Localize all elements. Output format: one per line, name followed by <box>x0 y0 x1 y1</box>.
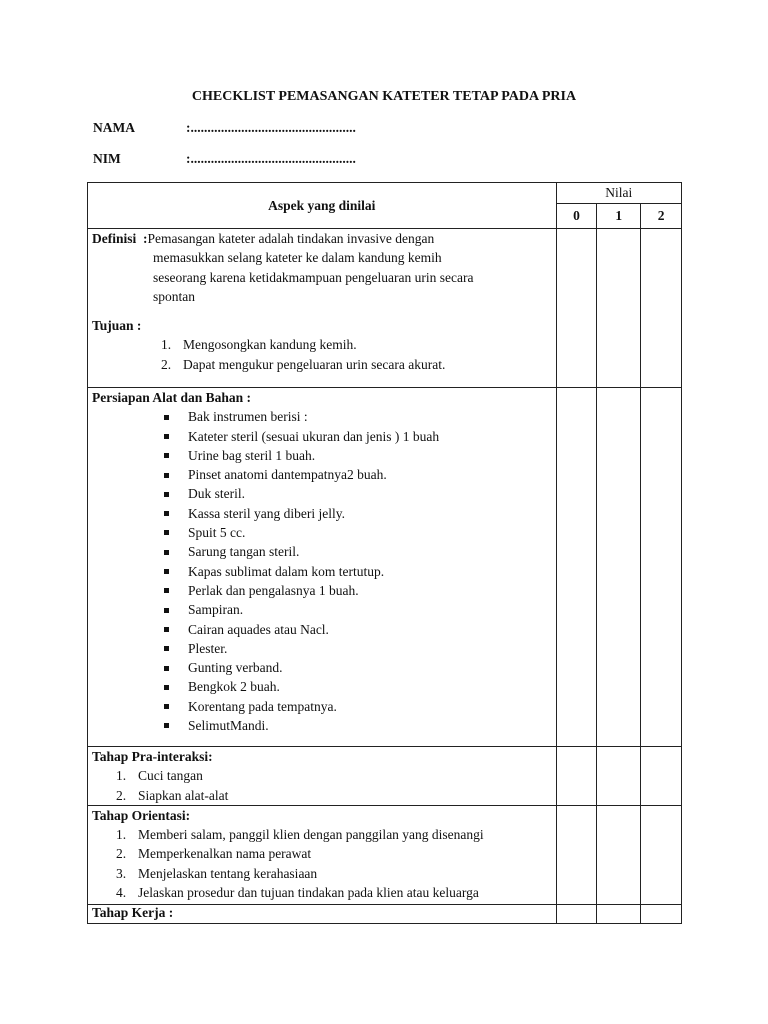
score-cell[interactable] <box>641 805 682 904</box>
bullet-icon <box>164 550 169 555</box>
table-row <box>88 805 682 904</box>
nim-label: NIM <box>93 151 121 166</box>
kerja-label: Tahap Kerja : <box>88 904 557 923</box>
bullet-icon <box>164 704 169 709</box>
score-cell[interactable] <box>556 229 597 388</box>
score-cell[interactable] <box>556 747 597 806</box>
list-item: 3. Menjelaskan tentang kerahasiaan <box>116 865 318 881</box>
list-item: Sarung tangan steril. <box>92 542 552 561</box>
bullet-icon <box>164 723 169 728</box>
list-item: Korentang pada tempatnya. <box>92 697 552 716</box>
table-row <box>88 747 682 806</box>
score-cell[interactable] <box>641 229 682 388</box>
checklist-table <box>87 182 682 924</box>
document-title: CHECKLIST PEMASANGAN KATETER TETAP PADA PRIA <box>191 89 577 104</box>
bullet-icon <box>164 627 169 632</box>
score-cell[interactable] <box>641 747 682 806</box>
orientasi-label: Tahap Orientasi: <box>92 807 191 823</box>
definisi-text: seseorang karena ketidakmampuan pengeluaran urin secara <box>153 269 474 285</box>
list-item: Bengkok 2 buah. <box>92 677 552 696</box>
score-2: 2 <box>641 204 682 229</box>
nama-value: :................................................. <box>186 120 356 135</box>
definisi-cell <box>88 229 557 388</box>
definisi-text: spontan <box>153 288 195 304</box>
tujuan-label: Tujuan : <box>92 318 142 334</box>
bullet-icon <box>164 473 169 478</box>
bullet-icon <box>164 666 169 671</box>
persiapan-cell <box>88 388 557 747</box>
bullet-icon <box>164 530 169 535</box>
orientasi-cell <box>88 805 557 904</box>
list-item: Bak instrumen berisi : <box>92 407 552 426</box>
persiapan-label: Persiapan Alat dan Bahan : <box>92 390 252 405</box>
nama-label: NAMA <box>93 120 135 135</box>
list-item: Duk steril. <box>92 484 552 503</box>
list-item: 2. Siapkan alat-alat <box>116 787 229 803</box>
list-item: Perlak dan pengalasnya 1 buah. <box>92 581 552 600</box>
score-1: 1 <box>597 204 641 229</box>
score-cell[interactable] <box>597 229 641 388</box>
bullet-icon <box>164 415 169 420</box>
list-item: 4. Jelaskan prosedur dan tujuan tindakan pada klien atau keluarga <box>116 885 479 901</box>
list-item: Plester. <box>92 639 552 658</box>
bullet-icon <box>164 588 169 593</box>
list-item: Pinset anatomi dantempatnya2 buah. <box>92 465 552 484</box>
list-item: 2. Dapat mengukur pengeluaran urin secara akurat. <box>161 356 446 372</box>
nim-value: :................................................. <box>186 151 356 166</box>
table-row <box>88 904 682 923</box>
list-item: Spuit 5 cc. <box>92 523 552 542</box>
score-cell[interactable] <box>556 805 597 904</box>
pra-label: Tahap Pra-interaksi: <box>92 749 213 764</box>
score-cell[interactable] <box>597 805 641 904</box>
bullet-icon <box>164 511 169 516</box>
list-item: SelimutMandi. <box>92 716 552 735</box>
list-item: Kapas sublimat dalam kom tertutup. <box>92 562 552 581</box>
score-cell[interactable] <box>556 904 597 923</box>
bullet-icon <box>164 434 169 439</box>
bullet-icon <box>164 569 169 574</box>
score-cell[interactable] <box>641 388 682 747</box>
score-cell[interactable] <box>641 904 682 923</box>
header-aspek: Aspek yang dinilai <box>88 183 557 229</box>
score-cell[interactable] <box>597 747 641 806</box>
bullet-icon <box>164 646 169 651</box>
score-cell[interactable] <box>556 388 597 747</box>
pra-cell <box>88 747 557 806</box>
score-cell[interactable] <box>597 904 641 923</box>
bullet-icon <box>164 685 169 690</box>
list-item: 1. Mengosongkan kandung kemih. <box>161 337 357 353</box>
list-item: 1. Memberi salam, panggil klien dengan panggilan yang disenangi <box>116 827 484 843</box>
table-row <box>88 229 682 388</box>
header-nilai: Nilai <box>556 183 681 204</box>
list-item: Kassa steril yang diberi jelly. <box>92 504 552 523</box>
list-item: 2. Memperkenalkan nama perawat <box>116 846 312 862</box>
list-item: Sampiran. <box>92 600 552 619</box>
definisi-label: Definisi <box>92 231 137 246</box>
score-0: 0 <box>556 204 597 229</box>
bullet-icon <box>164 608 169 613</box>
definisi-text: memasukkan selang kateter ke dalam kandung kemih <box>153 250 442 266</box>
bullet-icon <box>164 453 169 458</box>
list-item: Kateter steril (sesuai ukuran dan jenis ) 1 buah <box>92 427 552 446</box>
bullet-icon <box>164 492 169 497</box>
score-cell[interactable] <box>597 388 641 747</box>
list-item: Urine bag steril 1 buah. <box>92 446 552 465</box>
definisi-sep: : <box>143 231 148 246</box>
definisi-text: Pemasangan kateter adalah tindakan invasive dengan <box>147 231 435 246</box>
list-item: Gunting verband. <box>92 658 552 677</box>
table-row <box>88 388 682 747</box>
list-item: Cairan aquades atau Nacl. <box>92 620 552 639</box>
list-item: 1. Cuci tangan <box>116 768 203 784</box>
